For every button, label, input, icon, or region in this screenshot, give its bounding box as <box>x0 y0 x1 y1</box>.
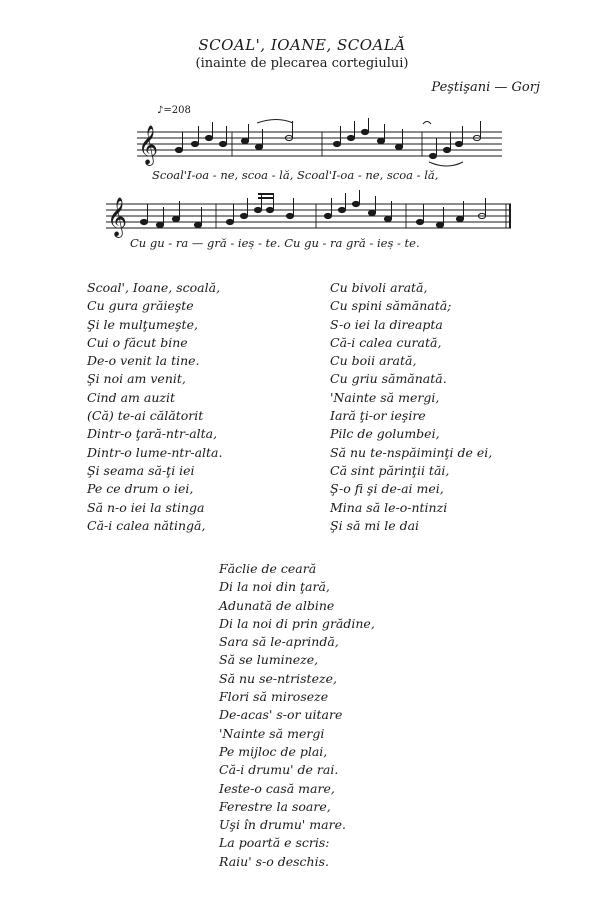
lyrics-line-1: Scoal'I-oa - ne, scoa - lă, Scoal'I-oa - ne, scoa - lă, <box>152 168 439 182</box>
verse-line: Cu spini sămănată; <box>330 298 452 314</box>
verse-line: Să nu te-nspăiminţi de ei, <box>330 444 493 460</box>
verse-line: Că-i calea curată, <box>330 334 442 350</box>
verse-line: S-o iei la direapta <box>330 316 443 332</box>
treble-clef-icon: 𝄞 <box>138 125 159 165</box>
music-staff-2 <box>106 190 516 242</box>
verse-line: Mina să le-o-ntinzi <box>330 499 448 515</box>
verse-line: Sara să le-aprindă, <box>219 634 339 650</box>
verse-line: Raiu' s-o deschis. <box>219 853 329 869</box>
verse-line: Şi le mulţumeşte, <box>87 316 198 332</box>
verse-line: Ş-o fi şi de-ai mei, <box>330 481 444 497</box>
verse-line: 'Nainte să mergi <box>219 725 325 741</box>
verse-line: De-o venit la tine. <box>87 353 200 369</box>
verse-line: Să n-o iei la stinga <box>87 499 205 515</box>
verse-line: Flori să miroseze <box>219 689 329 705</box>
verse-line: Ferestre la soare, <box>219 798 331 814</box>
song-title: SCOAL', IOANE, SCOALĂ <box>198 36 406 54</box>
song-subtitle: (inainte de plecarea cortegiului) <box>195 56 409 71</box>
verse-column-left <box>87 279 223 535</box>
verse-line: Pe ce drum o iei, <box>87 481 194 497</box>
verse-line: Cui o făcut bine <box>87 334 188 350</box>
verse-line: Făclie de ceară <box>219 561 317 576</box>
tempo-marking: ♪=208 <box>157 105 191 116</box>
verse-line: Că-i drumu' de rai. <box>219 762 339 778</box>
verse-line: Di la noi di prin grădine, <box>219 615 375 631</box>
verse-line: Şi seama să-ţi iei <box>87 462 195 478</box>
verse-line: (Că) te-ai călătorit <box>87 408 204 424</box>
verse-line: Şi noi am venit, <box>87 371 186 387</box>
verse-line: Cu gura grăieşte <box>87 298 194 314</box>
verse-line: Iară ţi-or ieşire <box>330 408 426 424</box>
verse-line: Şi să mi le dai <box>330 517 420 533</box>
verse-line: 'Nainte să mergi, <box>330 389 440 405</box>
verse-line: Scoal', Ioane, scoală, <box>87 280 221 295</box>
verse-line: Di la noi din ţară, <box>219 579 330 595</box>
verse-line: Pe mijloc de plai, <box>219 743 328 759</box>
song-origin: Peştişani — Gorj <box>431 80 540 95</box>
verse-line: Ieste-o casă mare, <box>219 780 335 796</box>
verse-line: Uşi în drumu' mare. <box>219 817 346 833</box>
lyrics-line-2: Cu gu - ra — gră - ieș - te. Cu gu - ra gră - ieș - te. <box>130 236 420 250</box>
verse-line: Cind am auzit <box>87 389 175 405</box>
verse-line: Cu griu sămănată. <box>330 371 447 387</box>
verse-line: Pilc de golumbei, <box>330 426 440 442</box>
verse-line: De-acas' s-or uitare <box>219 707 343 723</box>
verse-line: Adunată de albine <box>219 597 335 613</box>
verse-line: La poartă e scris: <box>219 835 330 851</box>
verse-line: Să nu se-ntristeze, <box>219 670 337 686</box>
verse-line: Să se lumineze, <box>219 652 319 668</box>
verse-line: Că-i calea nătingă, <box>87 517 206 533</box>
verse-line: Cu bivoli arată, <box>330 280 428 295</box>
verse-column-center <box>219 560 375 871</box>
verse-line: Cu boii arată, <box>330 353 417 369</box>
verse-line: Dintr-o ţară-ntr-alta, <box>87 426 218 442</box>
verse-line: Că sint părinţii tăi, <box>330 462 450 478</box>
verse-column-right <box>330 279 492 535</box>
treble-clef-icon: 𝄞 <box>107 197 128 237</box>
music-staff-1 <box>137 118 507 170</box>
verse-line: Dintr-o lume-ntr-alta. <box>87 444 223 460</box>
